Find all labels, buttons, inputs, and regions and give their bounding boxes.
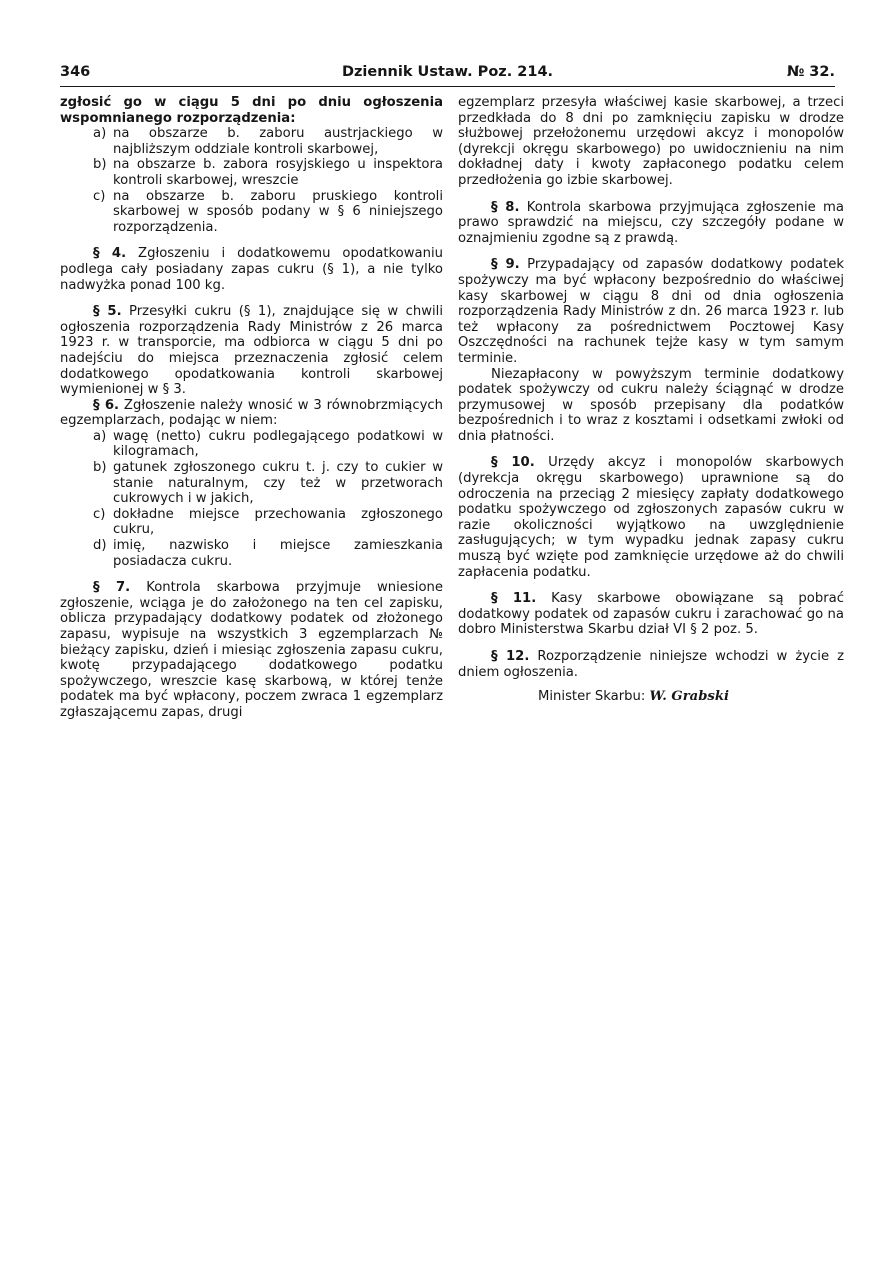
list-label: b) (93, 460, 107, 476)
list-text: imię, nazwisko i miejsce zamieszkania posiadacza cukru. (113, 538, 443, 569)
section-sign: § 6. (93, 397, 120, 413)
section-10 (458, 455, 844, 580)
list-item (60, 429, 443, 460)
section-4 (60, 246, 443, 293)
list-item (60, 507, 443, 538)
list-text: na obszarze b. zaboru austrjackiego w najbliższym oddziale kontroli skarbowej, (113, 126, 443, 157)
section-text: Kontrola skarbowa przyjmuje wniesione zgłoszenie, wciąga je do założonego na ten cel zapisku, oblicza przypadający dodatkowy podatek od złożonego zapasu, wypisuje na wszystkich 3 egzemplarzach № bieżący zapisku, dzień i miesiąc zgłoszenia zapasu cukru, kwotę przypadającego dodatkowego podatku spożywczego, wreszcie kasę skarbową, w której tenże podatek ma być wpłacony, poczem zwraca 1 egzemplarz zgłaszającemu zapas, drugi (60, 580, 443, 720)
page-number: 346 (60, 64, 91, 80)
section-sign: § 11. (491, 591, 537, 607)
signature-name: W. Grabski (649, 689, 729, 705)
list-text: na obszarze b. zaboru pruskiego kontroli skarbowej w sposób podany w § 6 niniejszego rozporządzenia. (113, 188, 443, 235)
section-text: Przypadający od zapasów dodatkowy podatek spożywczy ma być wpłacony bezpośrednio do właściwej kasy skarbowej w ciągu 8 dni od dnia ogłoszenia rozporządzenia Rady Ministrów z dn. 26 marca 1923 r. lub też wpłacony za pośrednictwem Pocztowej Kasy Oszczędności na rachunek tejże kasy w tym samym terminie. (458, 257, 844, 366)
details-list (60, 429, 443, 569)
section-5 (60, 304, 443, 398)
list-item (60, 460, 443, 507)
left-column (60, 95, 443, 721)
section-11 (458, 591, 844, 638)
list-text: na obszarze b. zabora rosyjskiego u inspektora kontroli skarbowej, wreszcie (113, 157, 443, 188)
section-8 (458, 200, 844, 247)
section-sign: § 8. (491, 199, 520, 215)
signature-line (458, 689, 844, 705)
region-list (60, 126, 443, 235)
list-label: c) (93, 506, 106, 522)
list-text: dokładne miejsce przechowania zgłoszonego cukru, (113, 506, 443, 538)
section-text: Przesyłki cukru (§ 1), znajdujące się w chwili ogłoszenia rozporządzenia Rady Ministrów z 26 marca 1923 r. w transporcie, ma odbiorca w ciągu 5 dni po nadejściu do miejsca przeznaczenia zgłosić celem dodatkowego opodatkowania kontroli skarbowej wymienionej w § 3. (60, 304, 443, 398)
list-item (60, 538, 443, 569)
section-7-continuation: egzemplarz przesyła właściwej kasie skarbowej, a trzeci przedkłada do 8 dni po zamknięciu zapisku w drodze służbowej przełożonemu urzędowi akcyz i monopolów (dyrekcji okręgu skarbowego) po uwidocznieniu na nim dokładnej daty i kwoty zapłaconego podatku celem przedłożenia go izbie skarbowej. (458, 95, 844, 188)
section-9-paragraph-2: Niezapłacony w powyższym terminie dodatkowy podatek spożywczy od cukru należy ściągnąć w drodze przymusowej w sposób przepisany dla podatków bezpośrednich i to wraz z kosztami i odsetkami zwłoki od dnia płatności. (458, 366, 844, 444)
section-sign: § 5. (93, 304, 122, 320)
section-text: Urzędy akcyz i monopolów skarbowych (dyrekcja okręgu skarbowego) uprawnione są do odroczenia na przeciąg 2 miesięcy zapłaty dodatkowego podatku spożywczego od zgłoszonych zapasów cukru w razie okoliczności wyjątkowo na uwzględnienie zasługujących; w tym wypadku jednak zapasy cukru muszą być wzięte pod zamknięcie urzędowe aż do chwili zapłacenia podatku. (458, 455, 844, 580)
journal-title: Dziennik Ustaw. Poz. 214. (341, 64, 554, 80)
issue-number: № 32. (786, 64, 835, 80)
list-item (60, 189, 443, 236)
section-sign: § 4. (93, 246, 127, 262)
list-item (60, 126, 443, 157)
page-header (60, 62, 835, 87)
section-text: Kasy skarbowe obowiązane są pobrać dodatkowy podatek od zapasów cukru i zarachować go na dobro Ministerstwa Skarbu dział VI § 2 poz. 5. (458, 591, 844, 638)
list-label: b) (93, 157, 107, 173)
section-7 (60, 580, 443, 720)
list-text: wagę (netto) cukru podlegającego podatkowi w kilogramach, (113, 428, 443, 460)
signature-role: Minister Skarbu: (538, 689, 646, 705)
section-text: Kontrola skarbowa przyjmująca zgłoszenie ma prawo sprawdzić na miejscu, czy szczegóły podane w oznajmieniu zgodne są z prawdą. (458, 199, 844, 246)
section-6 (60, 398, 443, 429)
section-text: Rozporządzenie niniejsze wchodzi w życie z dniem ogłoszenia. (458, 649, 845, 680)
list-label: a) (93, 126, 107, 142)
list-label: d) (93, 538, 107, 554)
section-12 (458, 649, 844, 680)
intro-paragraph: zgłosić go w ciągu 5 dni po dniu ogłoszenia wspomnianego rozporządzenia: (60, 95, 443, 126)
section-text: Zgłoszeniu i dodatkowemu opodatkowaniu podlega cały posiadany zapas cukru (§ 1), a nie tylko nadwyżka ponad 100 kg. (60, 246, 444, 293)
section-sign: § 10. (491, 455, 535, 471)
section-sign: § 12. (491, 649, 530, 664)
list-text: gatunek zgłoszonego cukru t. j. czy to cukier w stanie naturalnym, czy też w przetworach cukrowych i w jakich, (113, 460, 443, 507)
section-9 (458, 257, 844, 366)
list-item (60, 157, 443, 188)
list-label: a) (93, 428, 107, 444)
section-sign: § 9. (491, 257, 520, 273)
right-column (458, 95, 844, 705)
list-label: c) (93, 188, 106, 204)
section-sign: § 7. (93, 580, 131, 596)
section-text: Zgłoszenie należy wnosić w 3 równobrzmiących egzemplarzach, podając w niem: (60, 397, 443, 429)
